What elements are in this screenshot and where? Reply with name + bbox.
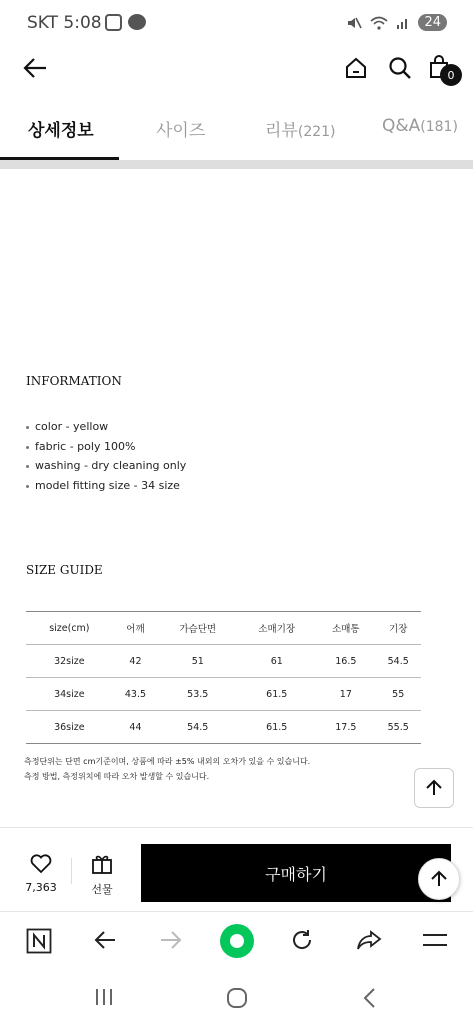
size-guide-title: SIZE GUIDE <box>26 563 103 577</box>
status-bar <box>0 0 473 46</box>
table-cell: 54.5 <box>158 711 237 744</box>
browser-back-icon[interactable] <box>93 929 117 951</box>
list-item: model fitting size - 34 size <box>26 479 186 499</box>
table-header-cell: 기장 <box>375 612 421 645</box>
system-nav-bar <box>0 971 473 1024</box>
share-icon[interactable] <box>356 929 382 951</box>
table-header-cell: 소매통 <box>316 612 375 645</box>
table-row <box>26 711 421 744</box>
system-back-icon[interactable] <box>362 987 376 1009</box>
buy-button[interactable]: 구매하기 <box>141 844 451 902</box>
recent-apps-icon[interactable] <box>94 988 114 1006</box>
heart-icon <box>30 854 52 874</box>
table-header-cell: 가슴단면 <box>158 612 237 645</box>
mute-icon <box>346 15 362 31</box>
size-note: 측정단위는 단면 cm기준이며, 상품에 따라 ±5% 내외의 오차가 있을 수 있습니다. <box>24 757 311 766</box>
table-cell: 54.5 <box>375 645 421 678</box>
green-home-icon[interactable] <box>220 924 254 958</box>
size-table <box>26 611 421 744</box>
table-cell: 61.5 <box>237 678 316 711</box>
table-cell: 34size <box>26 678 113 711</box>
purchase-action-bar <box>0 827 473 911</box>
table-header-cell: size(cm) <box>26 612 113 645</box>
divider-band <box>0 160 473 169</box>
scroll-top-circle-button[interactable] <box>418 858 460 900</box>
table-cell: 17.5 <box>316 711 375 744</box>
table-cell: 36size <box>26 711 113 744</box>
table-cell: 55.5 <box>375 711 421 744</box>
gift-label: 선물 <box>91 883 113 896</box>
table-cell: 32size <box>26 645 113 678</box>
table-row <box>26 645 421 678</box>
cart-count: 0 <box>447 68 455 82</box>
signal-icon <box>396 16 410 30</box>
size-note: 측정 방법, 측정위치에 따라 오차 발생할 수 있습니다. <box>24 772 210 781</box>
home-circle-icon[interactable] <box>226 987 248 1009</box>
information-title: INFORMATION <box>26 374 122 388</box>
table-cell: 51 <box>158 645 237 678</box>
image-icon <box>105 14 122 31</box>
tab-size[interactable]: 사이즈 <box>156 121 206 141</box>
list-item: fabric - poly 100% <box>26 440 186 460</box>
tab-qna[interactable]: Q&A(181) <box>382 116 458 136</box>
tab-detail[interactable]: 상세정보 <box>28 121 94 141</box>
browser-forward-icon[interactable] <box>159 929 183 951</box>
table-cell: 16.5 <box>316 645 375 678</box>
arrow-up-icon <box>430 870 448 888</box>
menu-icon[interactable] <box>422 931 448 949</box>
table-header-row <box>26 612 421 645</box>
information-list <box>26 420 186 499</box>
wifi-icon <box>370 16 388 30</box>
list-item: color - yellow <box>26 420 186 440</box>
tab-bar <box>0 100 473 160</box>
top-header <box>0 46 473 96</box>
table-row <box>26 678 421 711</box>
battery-icon: 24 <box>418 14 447 31</box>
table-cell: 17 <box>316 678 375 711</box>
list-item: washing - dry cleaning only <box>26 459 186 479</box>
table-cell: 53.5 <box>158 678 237 711</box>
back-arrow-icon[interactable] <box>22 56 48 80</box>
table-cell: 42 <box>113 645 159 678</box>
refresh-icon[interactable] <box>290 928 314 952</box>
like-count: 7,363 <box>25 881 57 894</box>
table-header-cell: 어깨 <box>113 612 159 645</box>
browser-toolbar <box>0 911 473 971</box>
table-cell: 61 <box>237 645 316 678</box>
search-icon[interactable] <box>388 56 412 80</box>
table-header-cell: 소매기장 <box>237 612 316 645</box>
naver-n-icon[interactable] <box>26 928 52 954</box>
home-icon[interactable] <box>344 56 368 80</box>
action-divider <box>71 858 72 884</box>
gift-button[interactable] <box>80 828 124 912</box>
table-cell: 43.5 <box>113 678 159 711</box>
arrow-up-icon <box>425 779 443 797</box>
gift-icon <box>91 853 113 875</box>
like-button[interactable] <box>0 828 82 912</box>
cart-badge <box>440 64 462 86</box>
table-cell: 55 <box>375 678 421 711</box>
table-cell: 44 <box>113 711 159 744</box>
table-cell: 61.5 <box>237 711 316 744</box>
status-time: SKT 5:08 <box>27 13 102 33</box>
tab-review[interactable]: 리뷰(221) <box>265 121 336 141</box>
scroll-top-button[interactable] <box>414 768 454 808</box>
kakaotalk-icon <box>128 14 146 30</box>
